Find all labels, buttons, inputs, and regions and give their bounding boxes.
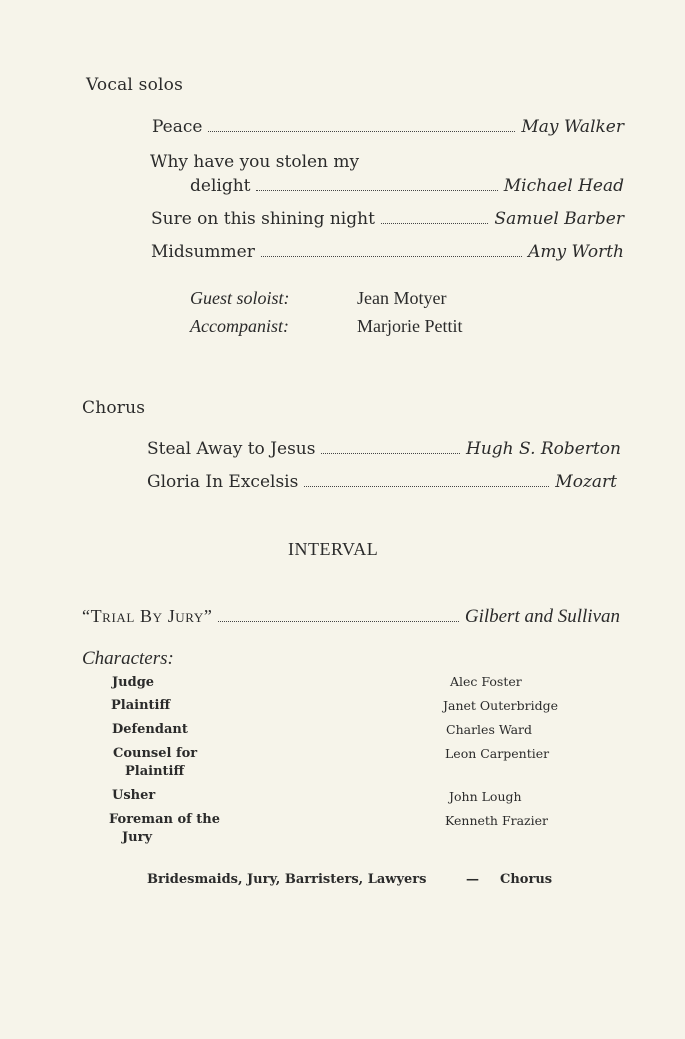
character-actor: Charles Ward bbox=[446, 722, 533, 737]
accompanist-label: Accompanist: bbox=[190, 316, 289, 336]
characters-heading: Characters: bbox=[82, 648, 174, 669]
dot-leader bbox=[218, 620, 458, 622]
program-item-peace bbox=[152, 117, 624, 137]
program-item-composer: Amy Worth bbox=[528, 242, 624, 262]
program-item-title: delight bbox=[190, 176, 251, 196]
guest-soloist-label: Guest soloist: bbox=[190, 288, 290, 308]
dot-leader bbox=[381, 222, 489, 224]
character-role-line1: Counsel for bbox=[113, 746, 198, 761]
program-item-delight bbox=[190, 176, 624, 196]
character-role: Plaintiff bbox=[111, 698, 171, 713]
character-actor: Alec Foster bbox=[450, 674, 522, 689]
program-item-gloria bbox=[147, 472, 617, 492]
dot-leader bbox=[321, 452, 460, 454]
program-item-composer: Mozart bbox=[555, 472, 617, 492]
dot-leader bbox=[261, 255, 522, 257]
program-item-composer: Michael Head bbox=[503, 176, 624, 196]
character-role: Defendant bbox=[112, 722, 188, 737]
program-item-title: Sure on this shining night bbox=[151, 209, 375, 229]
accompanist-name: Marjorie Pettit bbox=[357, 316, 463, 336]
character-role: Judge bbox=[112, 675, 155, 690]
chorus-heading: Chorus bbox=[82, 398, 146, 418]
character-role-line1: Foreman of the bbox=[109, 812, 220, 827]
program-item-composer: May Walker bbox=[521, 117, 624, 137]
character-role-line2: Jury bbox=[122, 830, 153, 845]
program-item-composer: Hugh S. Roberton bbox=[466, 439, 621, 459]
chorus-roles-performer: Chorus bbox=[500, 872, 553, 887]
character-actor: John Lough bbox=[449, 789, 522, 804]
vocal-solos-heading: Vocal solos bbox=[86, 75, 184, 95]
program-item-steal-away bbox=[147, 439, 621, 459]
chorus-roles-dash: — bbox=[466, 872, 479, 887]
chorus-roles-text: Bridesmaids, Jury, Barristers, Lawyers bbox=[147, 872, 427, 887]
character-actor: Leon Carpentier bbox=[445, 746, 550, 761]
program-item-title: Steal Away to Jesus bbox=[147, 439, 316, 459]
program-item-midsummer bbox=[151, 242, 624, 262]
dot-leader bbox=[304, 485, 549, 487]
character-actor: Janet Outerbridge bbox=[443, 698, 558, 713]
dot-leader bbox=[256, 189, 497, 191]
program-item-title: Gloria In Excelsis bbox=[147, 472, 299, 492]
program-item-trial-by-jury bbox=[82, 606, 620, 628]
program-item-title: Midsummer bbox=[151, 242, 255, 262]
program-item-title-line1: Why have you stolen my bbox=[150, 152, 360, 172]
program-item-title: “Trial By Jury” bbox=[82, 606, 213, 626]
program-item-composer: Gilbert and Sullivan bbox=[464, 606, 620, 627]
character-role: Usher bbox=[112, 788, 156, 803]
program-item-sure-on-this-shining-night bbox=[151, 209, 624, 229]
character-role-line2: Plaintiff bbox=[125, 764, 185, 779]
guest-soloist-name: Jean Motyer bbox=[357, 288, 447, 308]
program-item-composer: Samuel Barber bbox=[494, 209, 624, 229]
program-item-title: Peace bbox=[152, 117, 203, 137]
interval-heading: INTERVAL bbox=[288, 539, 379, 559]
dot-leader bbox=[208, 130, 515, 132]
character-actor: Kenneth Frazier bbox=[445, 813, 549, 828]
